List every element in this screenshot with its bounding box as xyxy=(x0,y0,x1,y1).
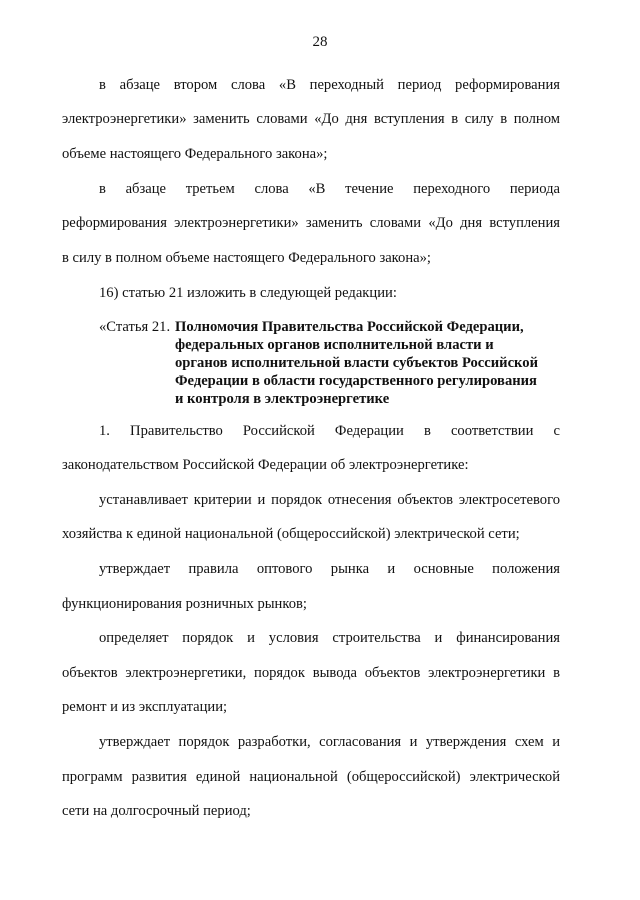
paragraph-line: в абзаце втором слова «В переходный период реформирования xyxy=(99,77,560,93)
paragraph-line: электроэнергетики» заменить словами «До дня вступления в силу в полном xyxy=(62,111,560,127)
article-heading-line: Федерации в области государственного регулирования xyxy=(175,373,537,389)
paragraph-line: 16) статью 21 изложить в следующей редакции: xyxy=(99,285,397,301)
paragraph-line: в силу в полном объеме настоящего Федерального закона»; xyxy=(62,250,431,266)
paragraph-line: объеме настоящего Федерального закона»; xyxy=(62,146,328,162)
paragraph-line: объектов электроэнергетики, порядок вывода объектов электроэнергетики в xyxy=(62,665,560,681)
article-heading-line: федеральных органов исполнительной власти и xyxy=(175,337,494,353)
paragraph-line: хозяйства к единой национальной (общероссийской) электрической сети; xyxy=(62,526,520,542)
paragraph-line: законодательством Российской Федерации об электроэнергетике: xyxy=(62,457,469,473)
paragraph-line: утверждает правила оптового рынка и основные положения xyxy=(99,561,560,577)
article-heading-line: и контроля в электроэнергетике xyxy=(175,391,390,407)
paragraph-line: утверждает порядок разработки, согласования и утверждения схем и xyxy=(99,734,560,750)
article-label: «Статья 21. xyxy=(99,319,171,335)
paragraph-line: устанавливает критерии и порядок отнесения объектов электросетевого xyxy=(99,492,560,508)
paragraph-line: определяет порядок и условия строительства и финансирования xyxy=(99,630,560,646)
paragraph-line: реформирования электроэнергетики» заменить словами «До дня вступления xyxy=(62,215,560,231)
page-number: 28 xyxy=(312,34,328,50)
article-heading xyxy=(175,318,575,408)
article-heading-line: Полномочия Правительства Российской Федерации, xyxy=(175,319,524,335)
paragraph-line: в абзаце третьем слова «В течение переходного периода xyxy=(99,181,560,197)
article-heading-line: органов исполнительной власти субъектов Российской xyxy=(175,355,538,371)
paragraph-line: 1. Правительство Российской Федерации в соответствии с xyxy=(99,423,560,439)
paragraph-line: программ развития единой национальной (общероссийской) электрической xyxy=(62,769,560,785)
paragraph-line: сети на долгосрочный период; xyxy=(62,803,251,819)
paragraph-line: ремонт и из эксплуатации; xyxy=(62,699,228,715)
paragraph-line: функционирования розничных рынков; xyxy=(62,596,307,612)
